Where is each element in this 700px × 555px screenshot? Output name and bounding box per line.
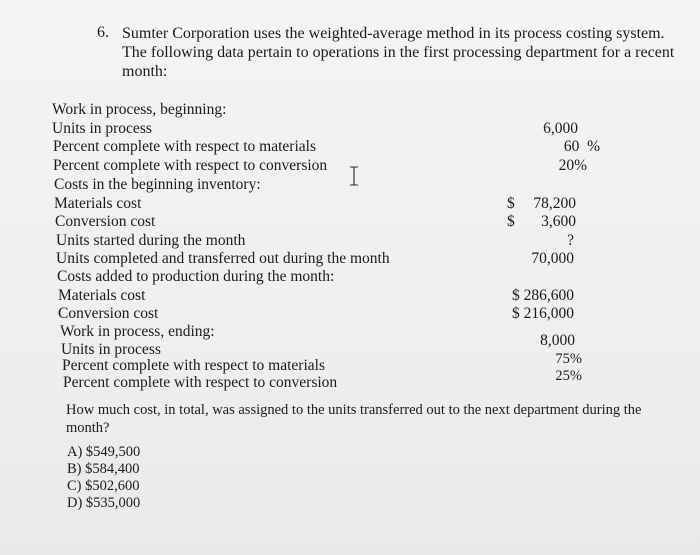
row-label: Conversion cost bbox=[58, 305, 159, 322]
data-row bbox=[0, 195, 700, 213]
row-label: Units completed and transferred out during the month bbox=[56, 250, 390, 267]
row-label: Percent complete with respect to materials bbox=[53, 138, 316, 155]
row-value: 20% bbox=[558, 157, 587, 174]
row-value: 25% bbox=[555, 368, 582, 384]
row-label: Materials cost bbox=[58, 287, 146, 304]
data-row bbox=[0, 232, 700, 250]
data-row bbox=[0, 368, 700, 392]
answer-option: B) $584,400 bbox=[67, 461, 140, 477]
answer-option: C) $502,600 bbox=[67, 478, 140, 494]
data-row bbox=[0, 213, 700, 231]
row-label: Materials cost bbox=[54, 195, 142, 212]
data-row bbox=[0, 351, 700, 375]
row-value: $ 286,600 bbox=[512, 287, 574, 304]
row-label: Work in process, ending: bbox=[60, 323, 215, 340]
row-value: 78,200 bbox=[533, 195, 576, 212]
row-label: Units in process bbox=[61, 341, 161, 358]
row-label: Work in process, beginning: bbox=[52, 101, 227, 118]
row-label: Costs added to production during the month: bbox=[57, 268, 335, 285]
row-value: 8,000 bbox=[540, 332, 575, 349]
row-value: 3,600 bbox=[541, 213, 576, 230]
row-label: Costs in the beginning inventory: bbox=[54, 176, 261, 193]
data-row bbox=[0, 250, 700, 268]
data-row bbox=[0, 120, 700, 138]
data-row bbox=[0, 305, 700, 323]
data-row bbox=[0, 268, 700, 286]
data-row bbox=[0, 138, 700, 156]
data-row bbox=[0, 287, 700, 305]
problem-number: 6. bbox=[97, 24, 109, 41]
row-value: 75% bbox=[555, 351, 582, 367]
answer-option: A) $549,500 bbox=[67, 444, 141, 460]
text-cursor-icon bbox=[348, 166, 360, 186]
row-label: Percent complete with respect to conversion bbox=[53, 157, 328, 174]
row-label: Units started during the month bbox=[56, 232, 246, 249]
row-value: 70,000 bbox=[531, 250, 574, 267]
question-text: How much cost, in total, was assigned to the units transferred out to the next department during the month? bbox=[66, 402, 642, 436]
data-row bbox=[0, 101, 700, 119]
answer-option: D) $535,000 bbox=[67, 495, 141, 511]
data-row bbox=[0, 323, 700, 341]
row-value: ? bbox=[567, 232, 574, 249]
row-label: Percent complete with respect to materials bbox=[62, 357, 325, 374]
currency-symbol: $ bbox=[507, 213, 515, 230]
currency-symbol: $ bbox=[507, 195, 515, 212]
row-label: Percent complete with respect to conversion bbox=[63, 374, 338, 391]
row-label: Conversion cost bbox=[55, 213, 156, 230]
row-label: Units in process bbox=[52, 120, 152, 137]
row-value: $ 216,000 bbox=[512, 305, 574, 322]
row-value: 60 % bbox=[563, 138, 600, 155]
row-value: 6,000 bbox=[543, 120, 578, 137]
problem-intro: Sumter Corporation uses the weighted-average method in its process costing system. The following data pertain to operations in the first processing department for a recent month: bbox=[122, 25, 675, 80]
